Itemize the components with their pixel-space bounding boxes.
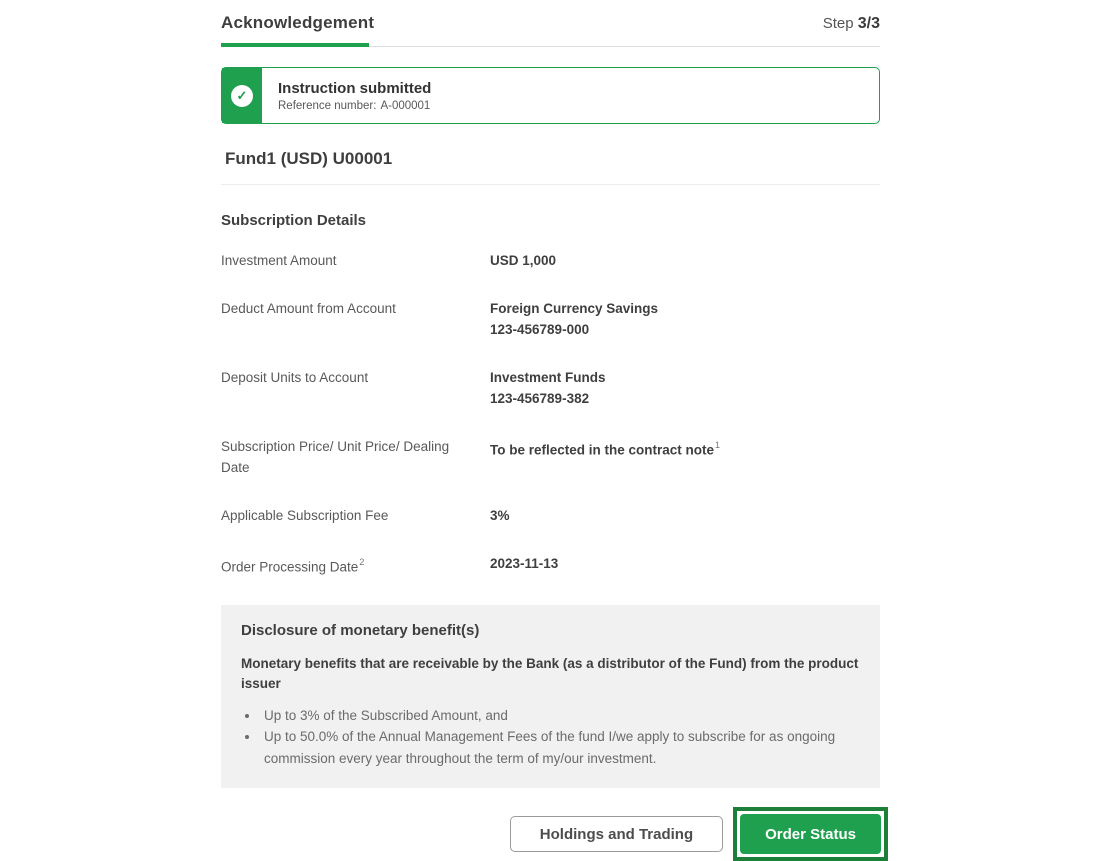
disclosure-bullet: • Up to 3% of the Subscribed Amount, and	[260, 705, 860, 727]
detail-label	[221, 553, 490, 578]
value-line: USD 1,000	[490, 253, 557, 268]
detail-label: Investment Amount	[221, 253, 337, 268]
action-bar	[221, 807, 880, 861]
subscription-details-heading: Subscription Details	[221, 212, 367, 229]
holdings-and-trading-button[interactable]: Holdings and Trading	[510, 816, 723, 852]
step-label: Step	[822, 15, 854, 32]
disclosure-heading: Disclosure of monetary benefit(s)	[241, 621, 480, 639]
detail-value	[490, 505, 510, 526]
value-line: 2023-11-13	[490, 556, 559, 571]
footnote-marker: 2	[359, 557, 365, 567]
detail-label: Applicable Subscription Fee	[221, 508, 389, 523]
disclosure-intro: Monetary benefits that are receivable by the Bank (as a distributor of the Fund) from the product issuer	[241, 655, 859, 691]
banner-title: Instruction submitted	[278, 79, 432, 97]
value-line: Foreign Currency Savings	[490, 301, 659, 316]
value-line: 123-456789-382	[490, 391, 590, 406]
detail-value	[490, 298, 658, 340]
value-line: Investment Funds	[490, 370, 606, 385]
step-value: 3/3	[857, 15, 880, 32]
value-line: 123-456789-000	[490, 322, 590, 337]
fund-title: Fund1 (USD) U00001	[225, 149, 393, 168]
success-banner	[221, 67, 880, 124]
success-banner-accent	[222, 68, 262, 123]
footnote-marker: 1	[715, 440, 721, 450]
check-icon: ✓	[231, 85, 253, 107]
reference-label: Reference number:	[278, 99, 377, 112]
success-banner-body	[262, 68, 447, 123]
step-indicator	[823, 15, 880, 33]
detail-value	[490, 436, 720, 478]
detail-label: Subscription Price/ Unit Price/ Dealing Date	[221, 439, 450, 475]
detail-label: Deduct Amount from Account	[221, 301, 396, 316]
label-text: Order Processing Date	[221, 559, 359, 575]
page-title: Acknowledgement	[221, 13, 375, 32]
detail-row-subscription-price	[221, 436, 880, 478]
detail-row-subscription-fee	[221, 505, 880, 526]
detail-row-order-processing-date	[221, 553, 880, 578]
detail-value	[490, 250, 556, 271]
divider	[221, 184, 880, 185]
detail-row-deposit-account	[221, 367, 880, 409]
disclosure-bullet: • Up to 50.0% of the Annual Management Fees of the fund I/we apply to subscribe for as ongoing commission every year throughout the term of my/our investment.	[260, 726, 860, 769]
value-text: To be reflected in the contract note	[490, 442, 715, 458]
detail-row-deduct-account	[221, 298, 880, 340]
detail-value	[490, 367, 606, 409]
detail-row-investment-amount	[221, 250, 880, 271]
banner-reference	[278, 100, 431, 112]
step-progress-rule	[221, 43, 880, 47]
value-line: 3%	[490, 508, 510, 523]
highlight-outline	[733, 807, 888, 861]
disclosure-box	[221, 605, 880, 789]
detail-value	[490, 553, 558, 578]
details-list	[221, 250, 880, 578]
acknowledgement-panel	[221, 0, 880, 861]
order-status-button[interactable]: Order Status	[740, 814, 881, 854]
progress-active-segment	[221, 43, 369, 47]
value-line	[490, 436, 720, 461]
step-header	[221, 13, 880, 33]
reference-value: A-000001	[380, 99, 431, 112]
detail-label: Deposit Units to Account	[221, 370, 369, 385]
disclosure-bullet-list	[241, 705, 860, 770]
